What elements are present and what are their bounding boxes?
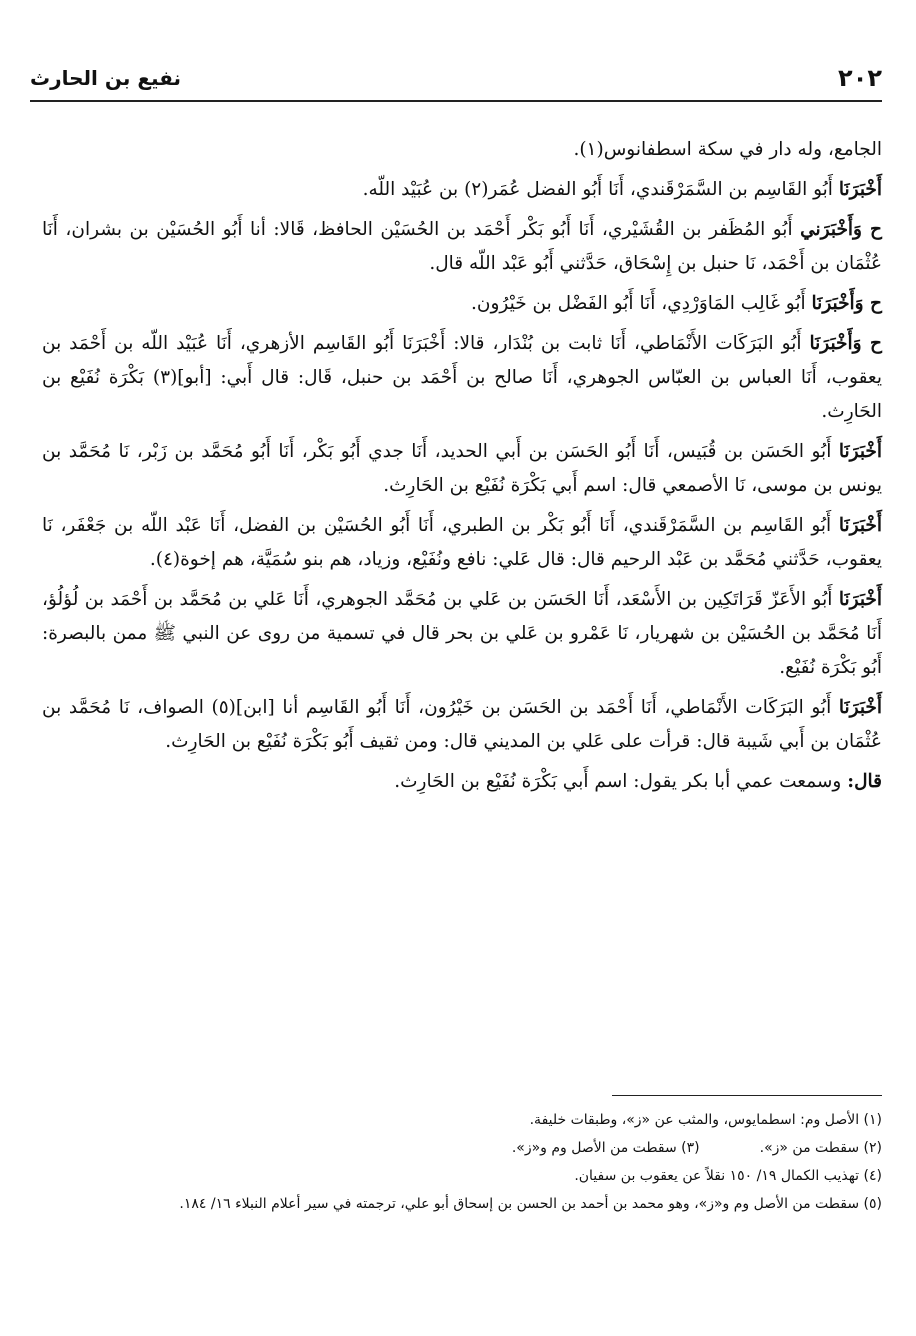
paragraph xyxy=(42,213,882,281)
main-text xyxy=(42,133,882,805)
paragraph xyxy=(42,173,882,207)
paragraph-lead: ح وَأَخْبَرَنَا xyxy=(811,293,882,314)
paragraph-text: أَبُو المُظَفر بن القُشَيْري، أَنَا أَبُو بَكْر أَحْمَد بن الحُسَيْن الحافظ، قَالا: أنا أَبُو الحُسَيْن بن بشران، أَنَا عُثْمَان بن أَحْمَد، نَا حنبل بن إِسْحَاق، حَدَّثني أَبُو عَبْد اللّه قال. xyxy=(42,219,882,274)
paragraph-lead: قال: xyxy=(847,771,882,792)
footnote: (٤) تهذيب الكمال ١٩/ ١٥٠ نقلاً عن يعقوب بن سفيان. xyxy=(574,1168,882,1184)
paragraph-lead: ح وَأَخْبَرَني xyxy=(800,219,882,240)
footnotes xyxy=(42,1106,882,1218)
paragraph-lead: أَخْبَرَنَا xyxy=(838,179,882,200)
paragraph-text: أَبُو البَرَكَات الأَنْمَاطي، أَنَا ثابت بن بُنْدَار، قالا: أَخْبَرَنَا أَبُو القَاسِم الأزهري، أَنَا عُبَيْد اللّه بن أَحْمَد بن يعقوب، أَنَا العباس بن العبّاس الجوهري، أَنَا صالح بن أَحْمَد بن حنبل، قَال: قال أَبي: [أبو](٣) بَكْرَة نُفَيْع بن الحَارِث. xyxy=(42,333,882,422)
footnote-divider xyxy=(612,1095,882,1096)
paragraph-lead: ح وَأَخْبَرَنَا xyxy=(809,333,882,354)
paragraph xyxy=(42,133,882,167)
paragraph xyxy=(42,509,882,577)
paragraph-text: وسمعت عمي أبا بكر يقول: اسم أَبي بَكْرَة نُفَيْع بن الحَارِث. xyxy=(394,771,848,792)
paragraph-lead: أَخْبَرَنَا xyxy=(838,441,882,462)
paragraph-text: أَبُو القَاسِم بن السَّمَرْقَندي، أَنَا أَبُو بَكْر بن الطبري، أَنَا أَبُو الحُسَيْن بن الفضل، أَنَا عَبْد اللّه بن جَعْفَر، نَا يعقوب، حَدَّثني مُحَمَّد بن عَبْد الرحيم قال: قال عَلي: نافع ونُفَيْع، وزياد، هم بنو سُمَيَّة، هم إخوة(٤). xyxy=(42,515,882,570)
paragraph xyxy=(42,435,882,503)
paragraph-lead: أَخْبَرَنَا xyxy=(838,589,882,610)
page-number: ٢٠٢ xyxy=(838,64,882,92)
paragraph xyxy=(42,765,882,799)
paragraph xyxy=(42,287,882,321)
paragraph-text: أَبُو الحَسَن بن قُبَيس، أَنَا أَبُو الحَسَن بن أَبي الحديد، أَنَا جدي أَبُو بَكْر، أَنَا أَبُو مُحَمَّد بن زَبْر، نَا مُحَمَّد بن يونس بن موسى، نَا الأصمعي قال: اسم أَبي بَكْرَة نُفَيْع بن الحَارِث. xyxy=(42,441,882,496)
page-header xyxy=(30,56,882,102)
paragraph-text: أَبُو غَالِب المَاوَرْدِي، أَنَا أَبُو الفَضْل بن خَيْرُون. xyxy=(471,293,812,314)
paragraph xyxy=(42,691,882,759)
footnote-row xyxy=(42,1134,882,1162)
footnote: (٢) سقطت من «ز». xyxy=(759,1140,882,1156)
paragraph xyxy=(42,327,882,429)
paragraph-text: أَبُو الأَعَزّ قَرَاتَكِين بن الأَسْعَد، أَنَا الحَسَن بن عَلي بن مُحَمَّد الجوهري، أَنَا عَلي بن مُحَمَّد بن أَحْمَد بن لُؤلُؤ، أَنَا مُحَمَّد بن الحُسَيْن بن شهريار، نَا عَمْرو بن عَلي بن بحر قال في تسمية من روى عن النبي ﷺ ممن بالبصرة: أَبُو بَكْرَة نُفَيْع. xyxy=(42,589,883,678)
paragraph-text: أَبُو القَاسِم بن السَّمَرْقَندي، أَنَا أَبُو الفضل عُمَر(٢) بن عُبَيْد اللّه. xyxy=(362,179,839,200)
paragraph-text: أَبُو البَرَكَات الأَنْمَاطي، أَنَا أَحْمَد بن الحَسَن بن خَيْرُون، أَنَا أَبُو القَاسِم أنا [ابن](٥) الصواف، نَا مُحَمَّد بن عُثْمَان بن أَبي شَيبة قال: قرأت على عَلي بن المديني قال: ومن ثقيف أَبُو بَكْرَة نُفَيْع بن الحَارِث. xyxy=(42,697,882,752)
footnote: (٣) سقطت من الأصل وم و«ز». xyxy=(511,1140,700,1156)
paragraph-text: الجامع، وله دار في سكة اسطفانوس(١). xyxy=(573,139,882,160)
footnote: (٥) سقطت من الأصل وم و«ز»، وهو محمد بن أحمد بن الحسن بن إسحاق أبو علي، ترجمته في سير أعلام النبلاء ١٦/ ١٨٤. xyxy=(179,1196,882,1212)
paragraph xyxy=(42,583,882,685)
footnote: (١) الأصل وم: اسطمايوس، والمثب عن «ز»، وطبقات خليفة. xyxy=(529,1112,882,1128)
running-title: نفيع بن الحارث xyxy=(30,66,182,90)
paragraph-lead: أَخْبَرَنَا xyxy=(838,515,882,536)
paragraph-lead: أَخْبَرَنَا xyxy=(838,697,882,718)
